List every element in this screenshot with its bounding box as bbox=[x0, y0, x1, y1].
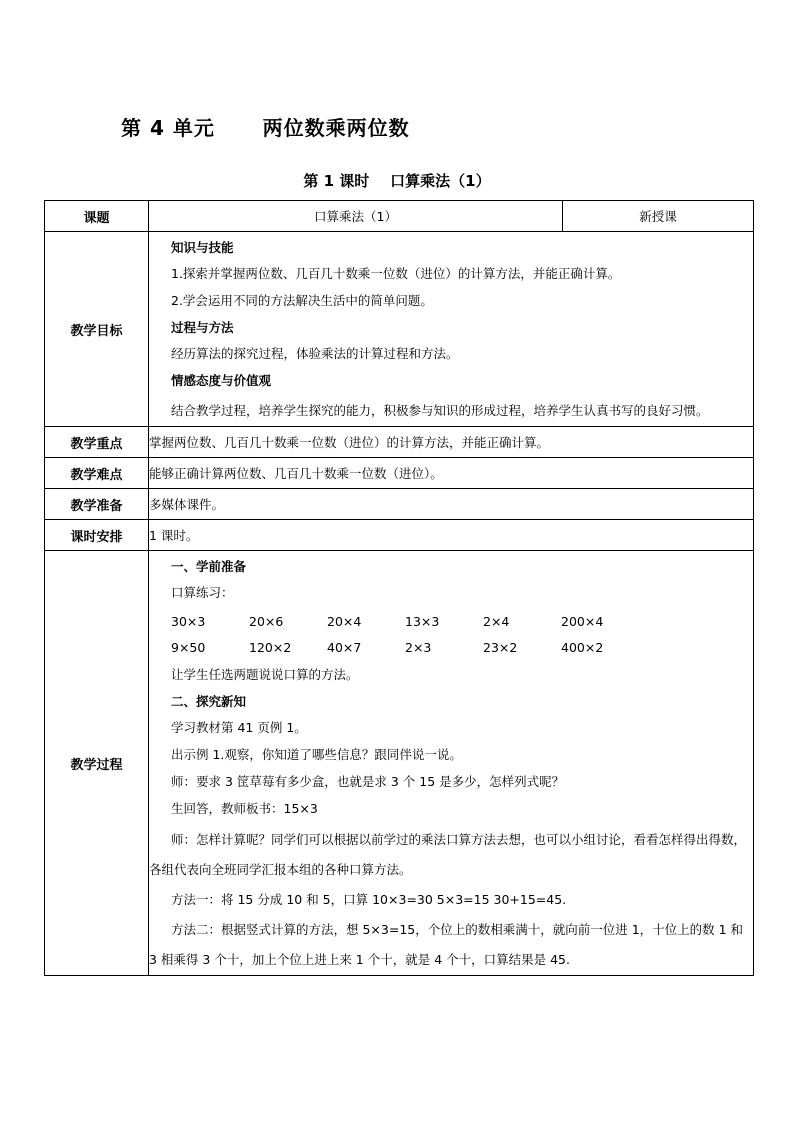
process-line-3: 师：要求 3 筐草莓有多少盒，也就是求 3 个 15 是多少，怎样列式呢？ bbox=[171, 774, 565, 789]
objectives-row bbox=[45, 232, 754, 427]
knowledge-item-2: 2.学会运用不同的方法解决生活中的简单问题。 bbox=[171, 293, 433, 308]
process-text: 经历算法的探究过程，体验乘法的计算过程和方法。 bbox=[171, 346, 459, 361]
drill-item: 40×7 bbox=[327, 640, 362, 655]
drill-intro: 口算练习： bbox=[171, 585, 234, 600]
objectives-label: 教学目标 bbox=[45, 232, 149, 427]
drill-note: 让学生任选两题说说口算的方法。 bbox=[171, 667, 359, 682]
unit-title: 第 4 单元 两位数乘两位数 bbox=[121, 116, 410, 140]
process-row bbox=[45, 551, 754, 976]
difficulty-text: 能够正确计算两位数、几百几十数乘一位数（进位）。 bbox=[149, 458, 754, 489]
preparation-label: 教学准备 bbox=[45, 489, 149, 520]
key-point-text: 掌握两位数、几百几十数乘一位数（进位）的计算方法，并能正确计算。 bbox=[149, 427, 754, 458]
process-line-4: 生回答，教师板书：15×3 bbox=[171, 801, 318, 816]
drill-item: 2×3 bbox=[405, 640, 432, 655]
drill-item: 2×4 bbox=[483, 614, 510, 629]
emotion-text: 结合教学过程，培养学生探究的能力，积极参与知识的形成过程，培养学生认真书写的良好习惯。 bbox=[171, 403, 709, 418]
drill-row-2 bbox=[149, 635, 753, 661]
drill-item: 13×3 bbox=[405, 614, 440, 629]
drill-item: 9×50 bbox=[171, 640, 206, 655]
objectives-content bbox=[149, 232, 754, 427]
emotion-heading: 情感态度与价值观 bbox=[171, 373, 272, 388]
drill-item: 30×3 bbox=[171, 614, 206, 629]
lesson-type: 新授课 bbox=[563, 201, 754, 232]
topic-label: 课题 bbox=[45, 201, 149, 232]
key-point-label: 教学重点 bbox=[45, 427, 149, 458]
schedule-text: 1 课时。 bbox=[149, 520, 754, 551]
method-two: 方法二：根据竖式计算的方法，想 5×3=15，个位上的数相乘满十，就向前一位进 1，十位上的数 1 和 3 相乘得 3 个十，加上个位上进上来 1 个十，就是 4 个十，口算结果是 45. bbox=[149, 922, 744, 967]
section2-heading: 二、探究新知 bbox=[171, 694, 247, 709]
lesson-plan-table bbox=[44, 200, 754, 976]
drill-item: 23×2 bbox=[483, 640, 518, 655]
process-heading: 过程与方法 bbox=[171, 320, 234, 335]
process-content bbox=[149, 551, 754, 976]
lesson-title: 第 1 课时 口算乘法（1） bbox=[303, 172, 491, 190]
drill-item: 120×2 bbox=[249, 640, 292, 655]
knowledge-item-1: 1.探索并掌握两位数、几百几十数乘一位数（进位）的计算方法，并能正确计算。 bbox=[171, 266, 621, 281]
section1-heading: 一、学前准备 bbox=[171, 559, 247, 574]
preparation-text: 多媒体课件。 bbox=[149, 489, 754, 520]
topic-row bbox=[45, 201, 754, 232]
topic-value: 口算乘法（1） bbox=[149, 201, 563, 232]
difficulty-row bbox=[45, 458, 754, 489]
drill-item: 200×4 bbox=[561, 614, 604, 629]
method-one: 方法一：将 15 分成 10 和 5，口算 10×3=30 5×3=15 30+15=45. bbox=[171, 892, 567, 907]
teacher-question: 师：怎样计算呢？同学们可以根据以前学过的乘法口算方法去想，也可以小组讨论，看看怎样得出得数，各组代表向全班同学汇报本组的各种口算方法。 bbox=[149, 832, 747, 877]
key-point-row bbox=[45, 427, 754, 458]
process-label: 教学过程 bbox=[45, 551, 149, 976]
knowledge-heading: 知识与技能 bbox=[171, 240, 234, 255]
drill-item: 20×4 bbox=[327, 614, 362, 629]
process-line-2: 出示例 1.观察，你知道了哪些信息？跟同伴说一说。 bbox=[171, 747, 462, 762]
difficulty-label: 教学难点 bbox=[45, 458, 149, 489]
process-line-1: 学习教材第 41 页例 1。 bbox=[171, 720, 307, 735]
drill-row-1 bbox=[149, 609, 753, 635]
schedule-row bbox=[45, 520, 754, 551]
drill-item: 20×6 bbox=[249, 614, 284, 629]
schedule-label: 课时安排 bbox=[45, 520, 149, 551]
drill-item: 400×2 bbox=[561, 640, 604, 655]
preparation-row bbox=[45, 489, 754, 520]
